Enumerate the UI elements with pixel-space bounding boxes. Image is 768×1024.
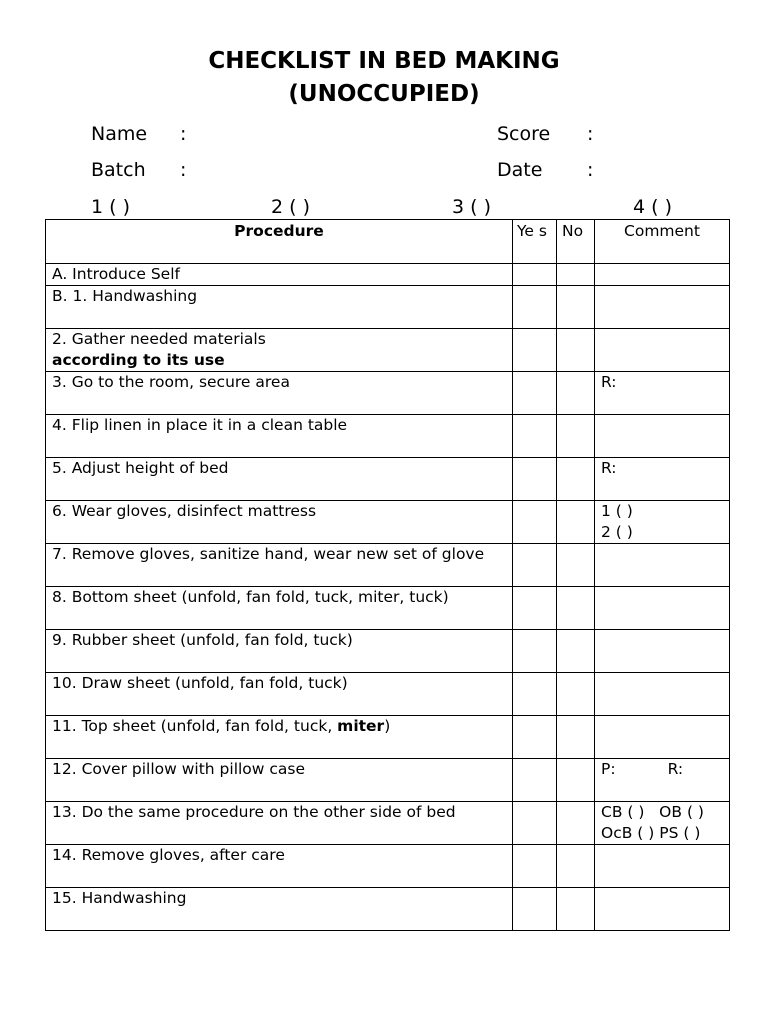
yes-cell[interactable] xyxy=(513,501,557,544)
no-cell[interactable] xyxy=(557,329,595,372)
comment-cell[interactable] xyxy=(595,845,730,888)
procedure-cell: 13. Do the same procedure on the other side of bed xyxy=(46,802,513,845)
procedure-cell: 4. Flip linen in place it in a clean table xyxy=(46,415,513,458)
no-cell[interactable] xyxy=(557,544,595,587)
procedure-bold-text: according to its use xyxy=(52,351,225,369)
comment-cell[interactable]: R: xyxy=(595,372,730,415)
no-cell[interactable] xyxy=(557,587,595,630)
no-cell[interactable] xyxy=(557,501,595,544)
table-row xyxy=(46,544,730,587)
procedure-cell: 6. Wear gloves, disinfect mattress xyxy=(46,501,513,544)
procedure-cell xyxy=(46,329,513,372)
no-cell[interactable] xyxy=(557,673,595,716)
comment-text: P: xyxy=(601,760,616,778)
comment-text-2: OcB ( ) PS ( ) xyxy=(601,824,701,842)
comment-cell[interactable]: R: xyxy=(595,458,730,501)
procedure-cell xyxy=(46,716,513,759)
yes-cell[interactable] xyxy=(513,630,557,673)
comment-text-r: R: xyxy=(667,760,684,778)
table-row xyxy=(46,673,730,716)
yes-cell[interactable] xyxy=(513,286,557,329)
comment-cell[interactable] xyxy=(595,888,730,931)
comment-cell[interactable] xyxy=(595,587,730,630)
yes-cell[interactable] xyxy=(513,845,557,888)
comment-text-2: 2 ( ) xyxy=(601,523,633,541)
no-cell[interactable] xyxy=(557,286,595,329)
comment-cell[interactable] xyxy=(595,716,730,759)
no-cell[interactable] xyxy=(557,264,595,286)
table-row xyxy=(46,587,730,630)
comment-cell[interactable] xyxy=(595,630,730,673)
procedure-text-end: ) xyxy=(384,717,391,735)
yes-cell[interactable] xyxy=(513,587,557,630)
table-row xyxy=(46,458,730,501)
yes-header: Ye s xyxy=(513,220,557,264)
comment-header: Comment xyxy=(595,220,730,264)
page-subtitle: (UNOCCUPIED) xyxy=(288,81,480,107)
yes-cell[interactable] xyxy=(513,544,557,587)
score-label: Score xyxy=(497,123,551,145)
procedure-cell: 14. Remove gloves, after care xyxy=(46,845,513,888)
no-cell[interactable] xyxy=(557,415,595,458)
table-row xyxy=(46,329,730,372)
no-cell[interactable] xyxy=(557,802,595,845)
procedure-text: 11. Top sheet (unfold, fan fold, tuck, xyxy=(52,717,338,735)
batch-label: Batch xyxy=(91,159,146,181)
date-label: Date xyxy=(497,159,543,181)
yes-cell[interactable] xyxy=(513,415,557,458)
table-row xyxy=(46,845,730,888)
comment-cell[interactable] xyxy=(595,759,730,802)
procedure-cell: A. Introduce Self xyxy=(46,264,513,286)
table-row xyxy=(46,501,730,544)
procedure-header: Procedure xyxy=(46,220,513,264)
procedure-text: 2. Gather needed materials xyxy=(52,330,266,348)
procedure-cell: 15. Handwashing xyxy=(46,888,513,931)
table-row xyxy=(46,716,730,759)
checklist-table xyxy=(45,219,730,931)
date-colon: : xyxy=(587,159,594,181)
table-row xyxy=(46,286,730,329)
table-row xyxy=(46,372,730,415)
no-cell[interactable] xyxy=(557,458,595,501)
yes-cell[interactable] xyxy=(513,372,557,415)
comment-cell[interactable] xyxy=(595,286,730,329)
yes-cell[interactable] xyxy=(513,716,557,759)
comment-cell[interactable] xyxy=(595,264,730,286)
procedure-cell: 3. Go to the room, secure area xyxy=(46,372,513,415)
procedure-bold-text: miter xyxy=(337,717,385,735)
procedure-cell: 12. Cover pillow with pillow case xyxy=(46,759,513,802)
yes-cell[interactable] xyxy=(513,329,557,372)
name-colon: : xyxy=(180,123,187,145)
table-row xyxy=(46,759,730,802)
table-row xyxy=(46,802,730,845)
yes-cell[interactable] xyxy=(513,802,557,845)
no-cell[interactable] xyxy=(557,372,595,415)
comment-cell[interactable] xyxy=(595,673,730,716)
procedure-cell: B. 1. Handwashing xyxy=(46,286,513,329)
comment-cell[interactable] xyxy=(595,329,730,372)
page-title: CHECKLIST IN BED MAKING xyxy=(208,48,560,74)
option-1[interactable]: 1 ( ) xyxy=(91,196,130,218)
comment-text: 1 ( ) xyxy=(601,502,633,520)
table-row xyxy=(46,264,730,286)
procedure-cell: 8. Bottom sheet (unfold, fan fold, tuck, miter, tuck) xyxy=(46,587,513,630)
yes-cell[interactable] xyxy=(513,264,557,286)
yes-cell[interactable] xyxy=(513,759,557,802)
no-cell[interactable] xyxy=(557,845,595,888)
yes-cell[interactable] xyxy=(513,888,557,931)
no-cell[interactable] xyxy=(557,759,595,802)
score-colon: : xyxy=(587,123,594,145)
yes-cell[interactable] xyxy=(513,458,557,501)
no-cell[interactable] xyxy=(557,716,595,759)
yes-cell[interactable] xyxy=(513,673,557,716)
procedure-cell: 7. Remove gloves, sanitize hand, wear new set of glove xyxy=(46,544,513,587)
table-row xyxy=(46,630,730,673)
option-2[interactable]: 2 ( ) xyxy=(271,196,310,218)
no-header: No xyxy=(557,220,595,264)
comment-cell[interactable] xyxy=(595,501,730,544)
no-cell[interactable] xyxy=(557,630,595,673)
comment-text: CB ( ) OB ( ) xyxy=(601,803,704,821)
name-label: Name xyxy=(91,123,148,145)
batch-colon: : xyxy=(180,159,187,181)
procedure-cell: 9. Rubber sheet (unfold, fan fold, tuck) xyxy=(46,630,513,673)
procedure-cell: 5. Adjust height of bed xyxy=(46,458,513,501)
option-4[interactable]: 4 ( ) xyxy=(633,196,672,218)
comment-cell[interactable] xyxy=(595,415,730,458)
table-row xyxy=(46,415,730,458)
option-3[interactable]: 3 ( ) xyxy=(452,196,491,218)
table-row xyxy=(46,888,730,931)
table-header-row xyxy=(46,220,730,264)
comment-cell[interactable] xyxy=(595,544,730,587)
procedure-cell: 10. Draw sheet (unfold, fan fold, tuck) xyxy=(46,673,513,716)
no-cell[interactable] xyxy=(557,888,595,931)
comment-cell[interactable] xyxy=(595,802,730,845)
